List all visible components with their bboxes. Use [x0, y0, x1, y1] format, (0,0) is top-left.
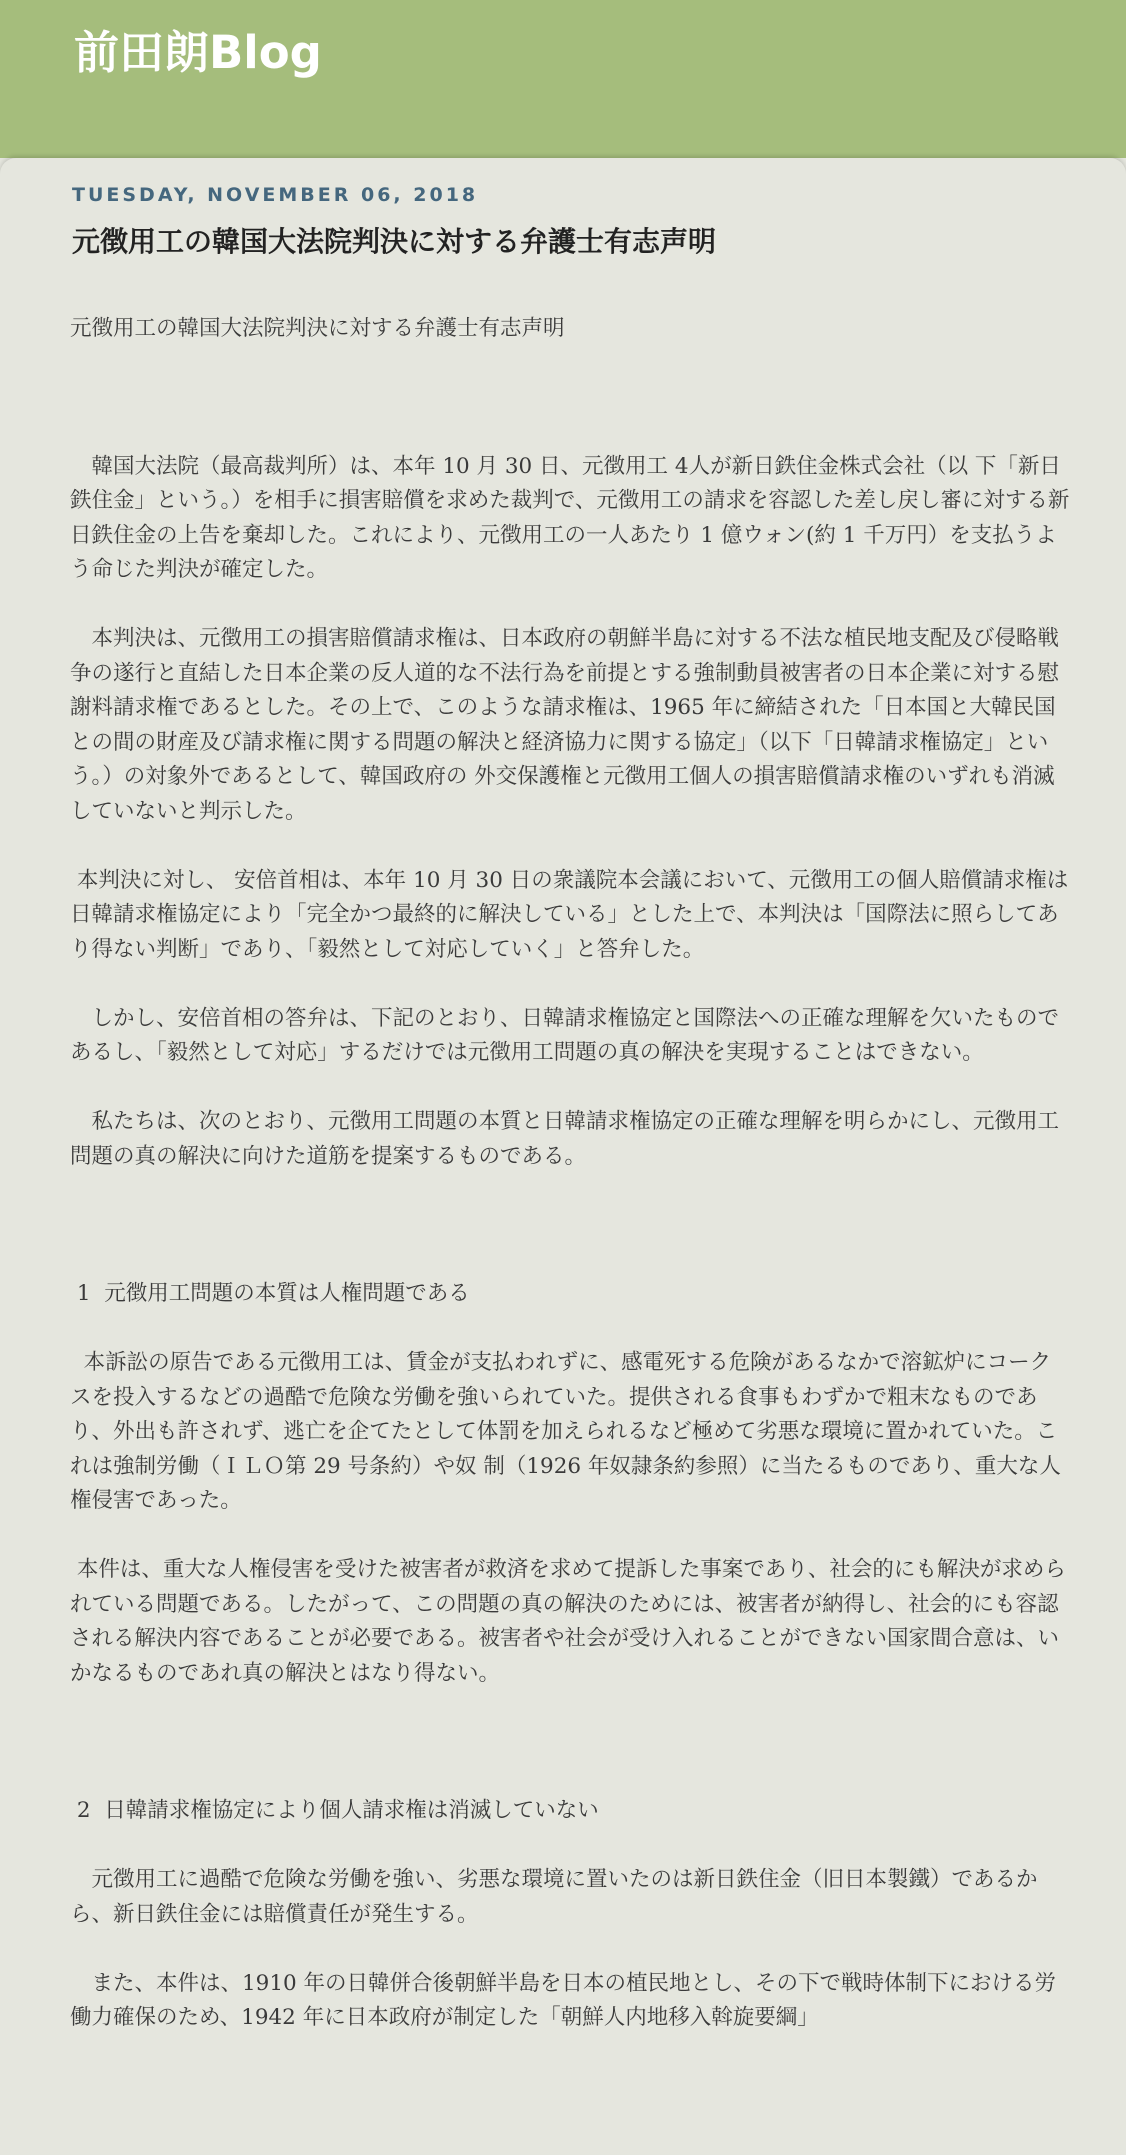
blog-title-link[interactable]: 前田朗Blog — [74, 26, 322, 79]
paragraph: 韓国大法院（最高裁判所）は、本年 10 月 30 日、元徴用工 4人が新日鉄住金株式会社（以 下「新日鉄住金」という。）を相手に損害賠償を求めた裁判で、元徴用工の請求を容認した差し戻し審に対する新日鉄住金の上告を棄却した。これにより、元徴用工の一人あたり 1 億ウォン(約 1 千万円）を支払うよう命じた判決が確定した。 — [70, 453, 1070, 582]
post-body — [70, 312, 1072, 2036]
paragraph: 本判決は、元徴用工の損害賠償請求権は、日本政府の朝鮮半島に対する不法な植民地支配及び侵略戦争の遂行と直結した日本企業の反人道的な不法行為を前提とする強制動員被害者の日本企業に対する慰謝料請求権であるとした。その上で、このような請求権は、1965 年に締結された「日本国と大韓民国との間の財産及び請求権に関する問題の解決と経済協力に関する協定」（以下「日韓請求権協定」という。）の対象外であるとして、韓国政府の 外交保護権と元徴用工個人の損害賠償請求権のいずれも消滅していないと判示した。 — [70, 626, 1060, 824]
post-date: TUESDAY, NOVEMBER 06, 2018 — [72, 184, 479, 206]
section-heading: 2 日韓請求権協定により個人請求権は消滅していない — [70, 1798, 599, 1823]
paragraph: 本訴訟の原告である元徴用工は、賃金が支払われずに、感電死する危険があるなかで溶鉱炉にコークスを投入するなどの過酷で危険な労働を強いられていた。提供される食事もわずかで粗末なものであり、外出も許されず、逃亡を企てたとして体罰を加えられるなど極めて劣悪な環境に置かれていた。これは強制労働（ＩＬＯ第 29 号条約）や奴 制（1926 年奴隷条約参照）に当たるものであり、重大な人権侵害であった。 — [70, 1350, 1061, 1513]
section-heading: 1 元徴用工問題の本質は人権問題である — [70, 1281, 470, 1306]
paragraph: また、本件は、1910 年の日韓併合後朝鮮半島を日本の植民地とし、その下で戦時体制下における労働力確保のため、1942 年に日本政府が制定した「朝鮮人内地移入斡旋要綱」 — [70, 1970, 1057, 2030]
paragraph: 元徴用工に過酷で危険な労働を強い、劣悪な環境に置いたのは新日鉄住金（旧日本製鐵）であるから、新日鉄住金には賠償責任が発生する。 — [70, 1867, 1038, 1927]
blog-header — [0, 0, 1126, 158]
paragraph: しかし、安倍首相の答弁は、下記のとおり、日韓請求権協定と国際法への正確な理解を欠いたものであるし、「毅然として対応」するだけでは元徴用工問題の真の解決を実現することはできない。 — [70, 1005, 1060, 1065]
paragraph: 本件は、重大な人権侵害を受けた被害者が救済を求めて提訴した事案であり、社会的にも解決が求められている問題である。したがって、この問題の真の解決のためには、被害者が納得し、社会的にも容認される解決内容であることが必要である。被害者や社会が受け入れることができない国家間合意は、いかなるものであれ真の解決とはなり得ない。 — [70, 1557, 1066, 1686]
post-subtitle: 元徴用工の韓国大法院判決に対する弁護士有志声明 — [70, 316, 565, 341]
paragraph: 私たちは、次のとおり、元徴用工問題の本質と日韓請求権協定の正確な理解を明らかにし、元徴用工問題の真の解決に向けた道筋を提案するものである。 — [70, 1109, 1060, 1169]
paragraph: 本判決に対し、 安倍首相は、本年 10 月 30 日の衆議院本会議において、元徴用工の個人賠償請求権は日韓請求権協定により「完全かつ最終的に解決している」とした上で、本判決は「国際法に照らしてあり得ない判断」であり、「毅然として対応していく」と答弁した。 — [70, 867, 1069, 962]
post-title[interactable]: 元徴用工の韓国大法院判決に対する弁護士有志声明 — [72, 225, 717, 258]
